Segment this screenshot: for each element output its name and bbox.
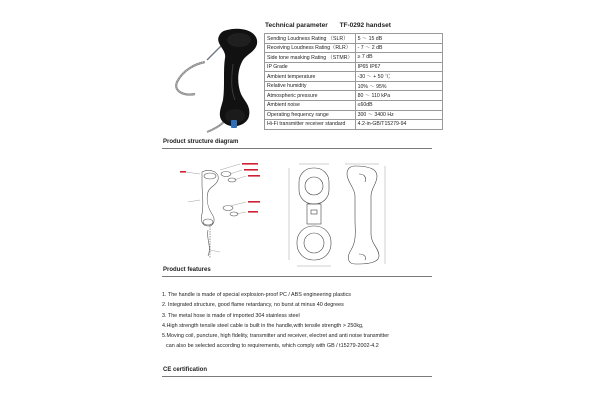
spec-value: - 7 ～ 2 dB	[355, 43, 442, 53]
section-heading-structure: Product structure diagram	[163, 139, 239, 145]
spec-value: IP65 IP67	[355, 62, 442, 72]
spec-value: -30 ～ + 50 ℃	[355, 72, 442, 82]
section-divider	[162, 276, 432, 277]
spec-title	[265, 22, 401, 29]
list-item: 2. Integrated structure, good flame retardancy, no burst at minus 40 degrees	[162, 302, 344, 309]
table-row	[265, 34, 443, 44]
section-divider	[162, 148, 432, 149]
section-divider	[162, 376, 432, 377]
spec-key: IP Grade	[265, 62, 356, 72]
spec-value: 4.2-in-GB/T15279-94	[355, 120, 442, 130]
section-heading-features: Product features	[163, 267, 211, 273]
table-row	[265, 101, 443, 111]
list-item: 1. The handle is made of special explosion-proof PC / ABS engineering plastics	[162, 292, 351, 298]
spec-value: 5 ～ 15 dB	[355, 34, 442, 44]
exploded-view-diagram	[180, 160, 270, 264]
spec-value: 80 ～ 110 kPa	[355, 91, 442, 101]
handset-photo	[165, 24, 265, 136]
spec-value: ≤60dB	[355, 101, 442, 111]
spec-value: ≥ 7 dB	[355, 53, 442, 63]
features-list	[162, 290, 452, 352]
list-item: can also be selected according to requirements, which comply with GB / t15279-2002-4.2	[166, 343, 379, 350]
spec-key: Ambient noise	[265, 101, 356, 111]
spec-key: Sending Loudness Rating （SLR）	[265, 34, 356, 44]
table-row	[265, 62, 443, 72]
spec-key: Operating frequency range	[265, 110, 356, 120]
spec-key: Side tone masking Rating （STMR）	[265, 53, 356, 63]
list-item: 3. The metal hose is made of imported 304 stainless steel	[162, 312, 300, 319]
spec-title-label: Technical parameter	[265, 22, 328, 29]
spec-table	[264, 33, 443, 130]
list-item: 5.Moving coil, puncture, high fidelity, transmitter and receiver, electret and anti noise transmitter	[162, 333, 390, 340]
table-row	[265, 72, 443, 82]
table-row	[265, 43, 443, 53]
spec-key: Relative humidity	[265, 81, 356, 91]
table-row	[265, 120, 443, 130]
table-row	[265, 110, 443, 120]
table-row	[265, 91, 443, 101]
list-item: 4.High strength tensile steel cable is built in the handle,with tensile strength > 250kg,	[162, 322, 364, 329]
table-row	[265, 81, 443, 91]
spec-key: Atmospheric pressure	[265, 91, 356, 101]
dimension-drawing	[285, 160, 395, 272]
table-row	[265, 53, 443, 63]
spec-key: Receiving Loudness Rating（RLR）	[265, 43, 356, 53]
spec-key: Ambient temperature	[265, 72, 356, 82]
spec-model-label: TF-0292 handset	[339, 22, 391, 29]
spec-key: Hi-Fi transmitter receiver standard	[265, 120, 356, 130]
section-heading-ce: CE certification	[163, 367, 208, 373]
spec-value: 10% ～ 95%	[355, 81, 442, 91]
spec-value: 300 ～ 3400 Hz	[355, 110, 442, 120]
